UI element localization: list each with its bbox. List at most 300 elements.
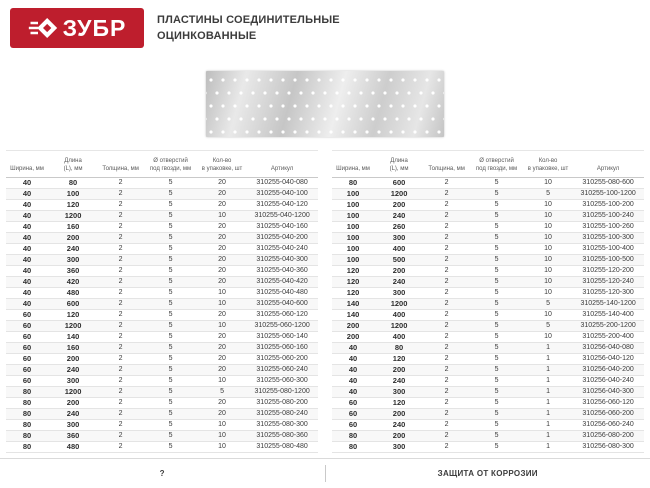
spec-cell: 5 — [143, 233, 198, 244]
spec-cell: 5 — [469, 398, 524, 409]
spec-cell: 10 — [524, 310, 572, 321]
spec-cell: 310256-060-240 — [572, 420, 644, 431]
spec-cell: 5 — [143, 299, 198, 310]
spec-cell: 80 — [6, 442, 48, 453]
spec-cell: 310255-060-300 — [246, 376, 318, 387]
spec-cell: 60 — [6, 365, 48, 376]
spec-cell: 10 — [198, 288, 246, 299]
spec-cell: 2 — [98, 244, 143, 255]
table-row — [332, 365, 644, 376]
column-header: Ширина, мм — [6, 151, 48, 178]
spec-cell: 40 — [6, 200, 48, 211]
spec-cell: 5 — [143, 189, 198, 200]
spec-cell: 420 — [48, 277, 98, 288]
spec-cell: 2 — [98, 354, 143, 365]
column-header: Длина (L), мм — [48, 151, 98, 178]
spec-cell: 40 — [6, 178, 48, 189]
spec-tables — [0, 150, 650, 453]
spec-cell: 310255-040-160 — [246, 222, 318, 233]
spec-cell: 20 — [198, 266, 246, 277]
spec-cell: 260 — [374, 222, 424, 233]
spec-cell: 10 — [524, 200, 572, 211]
spec-cell: 480 — [48, 442, 98, 453]
spec-cell: 600 — [374, 178, 424, 189]
spec-cell: 20 — [198, 222, 246, 233]
spec-cell: 400 — [374, 332, 424, 343]
spec-cell: 310255-080-240 — [246, 409, 318, 420]
spec-cell: 20 — [198, 200, 246, 211]
table-row — [6, 178, 318, 189]
spec-cell: 2 — [98, 376, 143, 387]
spec-cell: 2 — [98, 255, 143, 266]
spec-cell: 300 — [48, 376, 98, 387]
spec-cell: 200 — [374, 266, 424, 277]
page-footer — [0, 458, 650, 488]
spec-cell: 310255-120-300 — [572, 288, 644, 299]
spec-cell: 80 — [374, 343, 424, 354]
spec-cell: 10 — [524, 211, 572, 222]
spec-cell: 5 — [143, 409, 198, 420]
spec-cell: 2 — [424, 244, 469, 255]
spec-cell: 5 — [469, 299, 524, 310]
spec-cell: 5 — [469, 277, 524, 288]
spec-cell: 60 — [6, 310, 48, 321]
spec-cell: 310255-060-200 — [246, 354, 318, 365]
spec-cell: 2 — [98, 387, 143, 398]
footer-right-label: ЗАЩИТА ОТ КОРРОЗИИ — [437, 469, 538, 478]
spec-cell: 10 — [524, 288, 572, 299]
spec-cell: 80 — [6, 387, 48, 398]
spec-cell: 5 — [469, 442, 524, 453]
spec-cell: 5 — [469, 222, 524, 233]
spec-cell: 140 — [332, 299, 374, 310]
spec-cell: 20 — [198, 354, 246, 365]
spec-cell: 10 — [198, 376, 246, 387]
spec-cell: 5 — [524, 321, 572, 332]
spec-cell: 120 — [48, 200, 98, 211]
spec-cell: 2 — [424, 299, 469, 310]
spec-cell: 2 — [424, 376, 469, 387]
spec-cell: 2 — [424, 321, 469, 332]
spec-cell: 2 — [98, 200, 143, 211]
spec-cell: 2 — [98, 211, 143, 222]
spec-cell: 400 — [374, 310, 424, 321]
spec-cell: 20 — [198, 244, 246, 255]
spec-cell: 5 — [143, 288, 198, 299]
spec-cell: 310255-060-120 — [246, 310, 318, 321]
spec-cell: 20 — [198, 277, 246, 288]
spec-cell: 310255-080-480 — [246, 442, 318, 453]
spec-cell: 2 — [424, 343, 469, 354]
spec-cell: 5 — [143, 321, 198, 332]
spec-cell: 60 — [332, 420, 374, 431]
spec-cell: 1200 — [374, 299, 424, 310]
spec-cell: 2 — [98, 343, 143, 354]
table-row — [6, 343, 318, 354]
table-row — [6, 332, 318, 343]
spec-cell: 240 — [48, 244, 98, 255]
spec-cell: 5 — [143, 222, 198, 233]
spec-cell: 300 — [48, 420, 98, 431]
column-header: Кол-во в упаковке, шт — [524, 151, 572, 178]
table-row — [6, 299, 318, 310]
table-row — [6, 233, 318, 244]
spec-cell: 200 — [48, 354, 98, 365]
spec-cell: 310255-140-400 — [572, 310, 644, 321]
spec-cell: 10 — [524, 178, 572, 189]
spec-cell: 80 — [6, 431, 48, 442]
spec-cell: 240 — [374, 277, 424, 288]
spec-cell: 2 — [98, 310, 143, 321]
spec-cell: 40 — [6, 233, 48, 244]
zubr-bison-icon — [28, 16, 58, 40]
spec-cell: 10 — [524, 222, 572, 233]
spec-cell: 310255-040-080 — [246, 178, 318, 189]
table-row — [6, 354, 318, 365]
footer-left-label: ? — [159, 469, 165, 478]
spec-cell: 600 — [48, 299, 98, 310]
spec-cell: 60 — [6, 332, 48, 343]
spec-cell: 40 — [6, 222, 48, 233]
spec-cell: 2 — [98, 442, 143, 453]
table-row — [6, 222, 318, 233]
spec-cell: 10 — [524, 255, 572, 266]
spec-cell: 1 — [524, 420, 572, 431]
table-row — [332, 398, 644, 409]
spec-cell: 5 — [469, 365, 524, 376]
table-row — [6, 277, 318, 288]
spec-cell: 1 — [524, 343, 572, 354]
table-row — [332, 299, 644, 310]
spec-cell: 10 — [524, 233, 572, 244]
spec-cell: 20 — [198, 409, 246, 420]
table-row — [332, 387, 644, 398]
spec-cell: 120 — [48, 310, 98, 321]
spec-cell: 40 — [332, 376, 374, 387]
spec-cell: 310256-080-200 — [572, 431, 644, 442]
spec-table-right — [332, 150, 644, 453]
spec-cell: 310255-040-420 — [246, 277, 318, 288]
table-row — [332, 255, 644, 266]
spec-cell: 310255-060-140 — [246, 332, 318, 343]
spec-cell: 20 — [198, 189, 246, 200]
spec-cell: 2 — [98, 288, 143, 299]
spec-cell: 120 — [374, 398, 424, 409]
spec-cell: 5 — [143, 178, 198, 189]
table-row — [332, 222, 644, 233]
spec-cell: 100 — [332, 200, 374, 211]
spec-cell: 120 — [332, 277, 374, 288]
spec-cell: 310255-040-360 — [246, 266, 318, 277]
table-row — [6, 310, 318, 321]
spec-cell: 80 — [6, 398, 48, 409]
spec-cell: 300 — [374, 442, 424, 453]
page-title — [157, 8, 340, 45]
spec-cell: 40 — [6, 288, 48, 299]
spec-cell: 1 — [524, 409, 572, 420]
table-row — [332, 332, 644, 343]
spec-cell: 80 — [6, 420, 48, 431]
spec-cell: 5 — [143, 387, 198, 398]
spec-cell: 2 — [424, 398, 469, 409]
header-row — [6, 151, 318, 178]
spec-cell: 310255-100-400 — [572, 244, 644, 255]
table-row — [332, 233, 644, 244]
spec-cell: 2 — [424, 189, 469, 200]
page-title-line2: ОЦИНКОВАННЫЕ — [157, 29, 257, 42]
table-row — [332, 189, 644, 200]
table-row — [332, 321, 644, 332]
table-row — [6, 398, 318, 409]
spec-cell: 310255-100-200 — [572, 200, 644, 211]
spec-cell: 240 — [374, 420, 424, 431]
spec-cell: 200 — [332, 321, 374, 332]
spec-cell: 200 — [48, 398, 98, 409]
spec-table-left — [6, 150, 318, 453]
spec-cell: 5 — [469, 420, 524, 431]
spec-cell: 40 — [332, 365, 374, 376]
spec-cell: 310255-120-240 — [572, 277, 644, 288]
spec-cell: 310255-060-240 — [246, 365, 318, 376]
spec-cell: 310256-040-120 — [572, 354, 644, 365]
spec-cell: 5 — [143, 431, 198, 442]
spec-cell: 10 — [198, 431, 246, 442]
spec-cell: 310255-080-600 — [572, 178, 644, 189]
spec-cell: 5 — [143, 255, 198, 266]
spec-cell: 5 — [469, 211, 524, 222]
spec-cell: 5 — [469, 431, 524, 442]
spec-cell: 140 — [48, 332, 98, 343]
spec-cell: 80 — [48, 178, 98, 189]
spec-cell: 100 — [48, 189, 98, 200]
spec-cell: 20 — [198, 233, 246, 244]
spec-cell: 40 — [6, 299, 48, 310]
spec-cell: 5 — [469, 321, 524, 332]
table-row — [332, 200, 644, 211]
spec-cell: 5 — [469, 376, 524, 387]
spec-cell: 10 — [198, 420, 246, 431]
spec-cell: 310255-120-200 — [572, 266, 644, 277]
spec-cell: 2 — [424, 431, 469, 442]
spec-cell: 40 — [6, 244, 48, 255]
spec-cell: 1200 — [48, 321, 98, 332]
spec-cell: 5 — [469, 343, 524, 354]
table-row — [332, 310, 644, 321]
spec-cell: 60 — [332, 409, 374, 420]
spec-cell: 120 — [374, 354, 424, 365]
spec-cell: 2 — [424, 288, 469, 299]
spec-cell: 310256-040-200 — [572, 365, 644, 376]
spec-cell: 200 — [48, 233, 98, 244]
spec-cell: 500 — [374, 255, 424, 266]
spec-cell: 2 — [424, 310, 469, 321]
spec-cell: 5 — [143, 266, 198, 277]
spec-cell: 20 — [198, 365, 246, 376]
column-header: Ø отверстий под гвозди, мм — [469, 151, 524, 178]
column-header: Длина (L), мм — [374, 151, 424, 178]
spec-cell: 5 — [524, 189, 572, 200]
table-row — [6, 409, 318, 420]
spec-cell: 2 — [98, 420, 143, 431]
spec-cell: 300 — [48, 255, 98, 266]
spec-cell: 310255-200-400 — [572, 332, 644, 343]
spec-cell: 20 — [198, 310, 246, 321]
spec-cell: 80 — [332, 431, 374, 442]
spec-cell: 1 — [524, 365, 572, 376]
spec-cell: 1200 — [48, 387, 98, 398]
spec-cell: 2 — [424, 200, 469, 211]
spec-cell: 2 — [98, 321, 143, 332]
spec-cell: 2 — [98, 409, 143, 420]
table-row — [6, 244, 318, 255]
spec-cell: 310255-040-300 — [246, 255, 318, 266]
spec-cell: 310255-040-480 — [246, 288, 318, 299]
spec-cell: 5 — [469, 266, 524, 277]
spec-cell: 1 — [524, 442, 572, 453]
spec-cell: 20 — [198, 178, 246, 189]
spec-cell: 80 — [332, 178, 374, 189]
product-photo-area — [0, 71, 650, 137]
spec-cell: 360 — [48, 431, 98, 442]
table-row — [332, 178, 644, 189]
spec-cell: 2 — [424, 354, 469, 365]
spec-cell: 5 — [143, 365, 198, 376]
spec-cell: 5 — [143, 244, 198, 255]
spec-cell: 5 — [143, 200, 198, 211]
spec-cell: 160 — [48, 343, 98, 354]
spec-cell: 20 — [198, 332, 246, 343]
spec-cell: 2 — [98, 189, 143, 200]
table-row — [6, 288, 318, 299]
table-row — [6, 255, 318, 266]
spec-cell: 1 — [524, 387, 572, 398]
spec-cell: 2 — [424, 332, 469, 343]
header-row — [332, 151, 644, 178]
table-row — [6, 200, 318, 211]
spec-cell: 1 — [524, 376, 572, 387]
spec-cell: 10 — [198, 442, 246, 453]
table-row — [6, 431, 318, 442]
spec-cell: 40 — [6, 266, 48, 277]
spec-cell: 5 — [469, 310, 524, 321]
spec-cell: 5 — [143, 398, 198, 409]
table-row — [6, 420, 318, 431]
spec-cell: 310255-200-1200 — [572, 321, 644, 332]
column-header: Толщина, мм — [98, 151, 143, 178]
table-row — [332, 354, 644, 365]
spec-cell: 40 — [332, 354, 374, 365]
table-row — [332, 277, 644, 288]
spec-cell: 200 — [332, 332, 374, 343]
spec-cell: 100 — [332, 222, 374, 233]
table-row — [332, 409, 644, 420]
spec-cell: 5 — [469, 387, 524, 398]
spec-cell: 310255-140-1200 — [572, 299, 644, 310]
spec-cell: 120 — [332, 266, 374, 277]
spec-cell: 310256-080-300 — [572, 442, 644, 453]
spec-cell: 5 — [143, 332, 198, 343]
spec-cell: 2 — [424, 233, 469, 244]
spec-cell: 310255-100-240 — [572, 211, 644, 222]
table-row — [6, 189, 318, 200]
spec-cell: 10 — [524, 266, 572, 277]
spec-cell: 2 — [98, 299, 143, 310]
table-row — [332, 288, 644, 299]
spec-cell: 310255-040-600 — [246, 299, 318, 310]
spec-cell: 40 — [332, 343, 374, 354]
table-row — [6, 321, 318, 332]
page-header — [0, 0, 650, 48]
spec-cell: 200 — [374, 200, 424, 211]
spec-cell: 2 — [98, 222, 143, 233]
column-header: Толщина, мм — [424, 151, 469, 178]
spec-cell: 10 — [198, 299, 246, 310]
spec-cell: 20 — [198, 398, 246, 409]
spec-cell: 2 — [98, 233, 143, 244]
spec-cell: 100 — [332, 189, 374, 200]
spec-cell: 60 — [6, 343, 48, 354]
table-row — [332, 266, 644, 277]
spec-cell: 310255-100-300 — [572, 233, 644, 244]
spec-cell: 160 — [48, 222, 98, 233]
table-row — [6, 211, 318, 222]
spec-cell: 5 — [143, 354, 198, 365]
spec-cell: 2 — [98, 365, 143, 376]
spec-cell: 2 — [424, 255, 469, 266]
spec-cell: 2 — [424, 387, 469, 398]
spec-cell: 360 — [48, 266, 98, 277]
table-row — [332, 420, 644, 431]
spec-cell: 100 — [332, 233, 374, 244]
spec-cell: 310255-080-200 — [246, 398, 318, 409]
spec-cell: 1200 — [374, 189, 424, 200]
spec-cell: 5 — [143, 442, 198, 453]
spec-cell: 5 — [143, 343, 198, 354]
spec-cell: 5 — [469, 233, 524, 244]
spec-cell: 310255-080-360 — [246, 431, 318, 442]
spec-cell: 1 — [524, 398, 572, 409]
column-header: Кол-во в упаковке, шт — [198, 151, 246, 178]
spec-cell: 310256-040-300 — [572, 387, 644, 398]
spec-cell: 240 — [48, 365, 98, 376]
spec-cell: 5 — [469, 409, 524, 420]
spec-cell: 5 — [469, 255, 524, 266]
spec-cell: 1200 — [48, 211, 98, 222]
spec-cell: 2 — [424, 365, 469, 376]
spec-cell: 2 — [98, 277, 143, 288]
spec-cell: 5 — [469, 244, 524, 255]
spec-cell: 2 — [424, 178, 469, 189]
column-header: Артикул — [246, 151, 318, 178]
spec-cell: 310255-100-260 — [572, 222, 644, 233]
spec-cell: 2 — [424, 277, 469, 288]
spec-cell: 310255-040-120 — [246, 200, 318, 211]
spec-cell: 20 — [198, 255, 246, 266]
spec-cell: 10 — [524, 332, 572, 343]
spec-cell: 300 — [374, 387, 424, 398]
spec-cell: 300 — [374, 233, 424, 244]
spec-cell: 5 — [143, 211, 198, 222]
spec-cell: 5 — [143, 376, 198, 387]
table-row — [6, 266, 318, 277]
spec-cell: 60 — [6, 376, 48, 387]
spec-cell: 140 — [332, 310, 374, 321]
spec-cell: 200 — [374, 431, 424, 442]
spec-cell: 60 — [6, 354, 48, 365]
spec-cell: 2 — [424, 211, 469, 222]
table-row — [332, 211, 644, 222]
spec-cell: 60 — [6, 321, 48, 332]
